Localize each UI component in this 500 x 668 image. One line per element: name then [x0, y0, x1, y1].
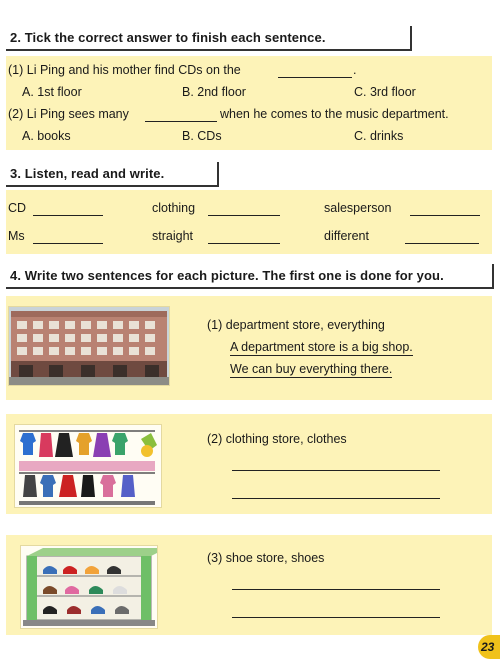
- section-2-panel: [6, 56, 492, 150]
- item-3-panel: [6, 535, 492, 635]
- q1-prefix: (1) Li Ping and his mother find CDs on the: [8, 63, 241, 77]
- word-different: different: [324, 229, 369, 243]
- q1-suffix: .: [353, 63, 357, 77]
- clothing-store-image: [14, 424, 162, 508]
- section-3-heading: 3. Listen, read and write.: [6, 162, 219, 187]
- q2-blank[interactable]: [145, 121, 217, 122]
- word-ms: Ms: [8, 229, 25, 243]
- blank-different[interactable]: [405, 243, 479, 244]
- q1-option-c[interactable]: C. 3rd floor: [354, 85, 416, 99]
- q2-prefix: (2) Li Ping sees many: [8, 107, 129, 121]
- item-3-answer-line-2[interactable]: [232, 617, 440, 618]
- q2-option-c[interactable]: C. drinks: [354, 129, 404, 143]
- word-clothing: clothing: [152, 201, 196, 215]
- q1-option-b[interactable]: B. 2nd floor: [182, 85, 246, 99]
- item-3-answer-line-1[interactable]: [232, 589, 440, 590]
- page-number-badge: [478, 635, 500, 659]
- q2-option-b[interactable]: B. CDs: [182, 129, 222, 143]
- word-salesperson: salesperson: [324, 201, 392, 215]
- section-2-heading: 2. Tick the correct answer to finish each sentence.: [6, 26, 412, 51]
- item-2-prompt: (2) clothing store, clothes: [207, 432, 347, 446]
- blank-salesperson[interactable]: [410, 215, 480, 216]
- q2-suffix: when he comes to the music department.: [220, 107, 449, 121]
- item-1-answer-1: A department store is a big shop.: [230, 340, 413, 354]
- q1-option-a[interactable]: A. 1st floor: [22, 85, 82, 99]
- section-3-panel: [6, 190, 492, 254]
- blank-ms[interactable]: [33, 243, 103, 244]
- q2-option-a[interactable]: A. books: [22, 129, 71, 143]
- item-3-prompt: (3) shoe store, shoes: [207, 551, 325, 565]
- section-4-heading: 4. Write two sentences for each picture. The first one is done for you.: [6, 264, 494, 289]
- item-1-answer-2: We can buy everything there.: [230, 362, 393, 376]
- item-1-panel: [6, 296, 492, 400]
- department-store-image: [8, 306, 170, 386]
- item-2-answer-line-1[interactable]: [232, 470, 440, 471]
- blank-straight[interactable]: [208, 243, 280, 244]
- item-2-answer-line-2[interactable]: [232, 498, 440, 499]
- word-straight: straight: [152, 229, 193, 243]
- blank-cd[interactable]: [33, 215, 103, 216]
- page-number: 23: [481, 640, 495, 654]
- word-cd: CD: [8, 201, 27, 215]
- shoe-store-image: [20, 545, 158, 629]
- item-1-prompt: (1) department store, everything: [207, 318, 385, 332]
- q1-blank[interactable]: [278, 77, 352, 78]
- item-2-panel: [6, 414, 492, 514]
- blank-clothing[interactable]: [208, 215, 280, 216]
